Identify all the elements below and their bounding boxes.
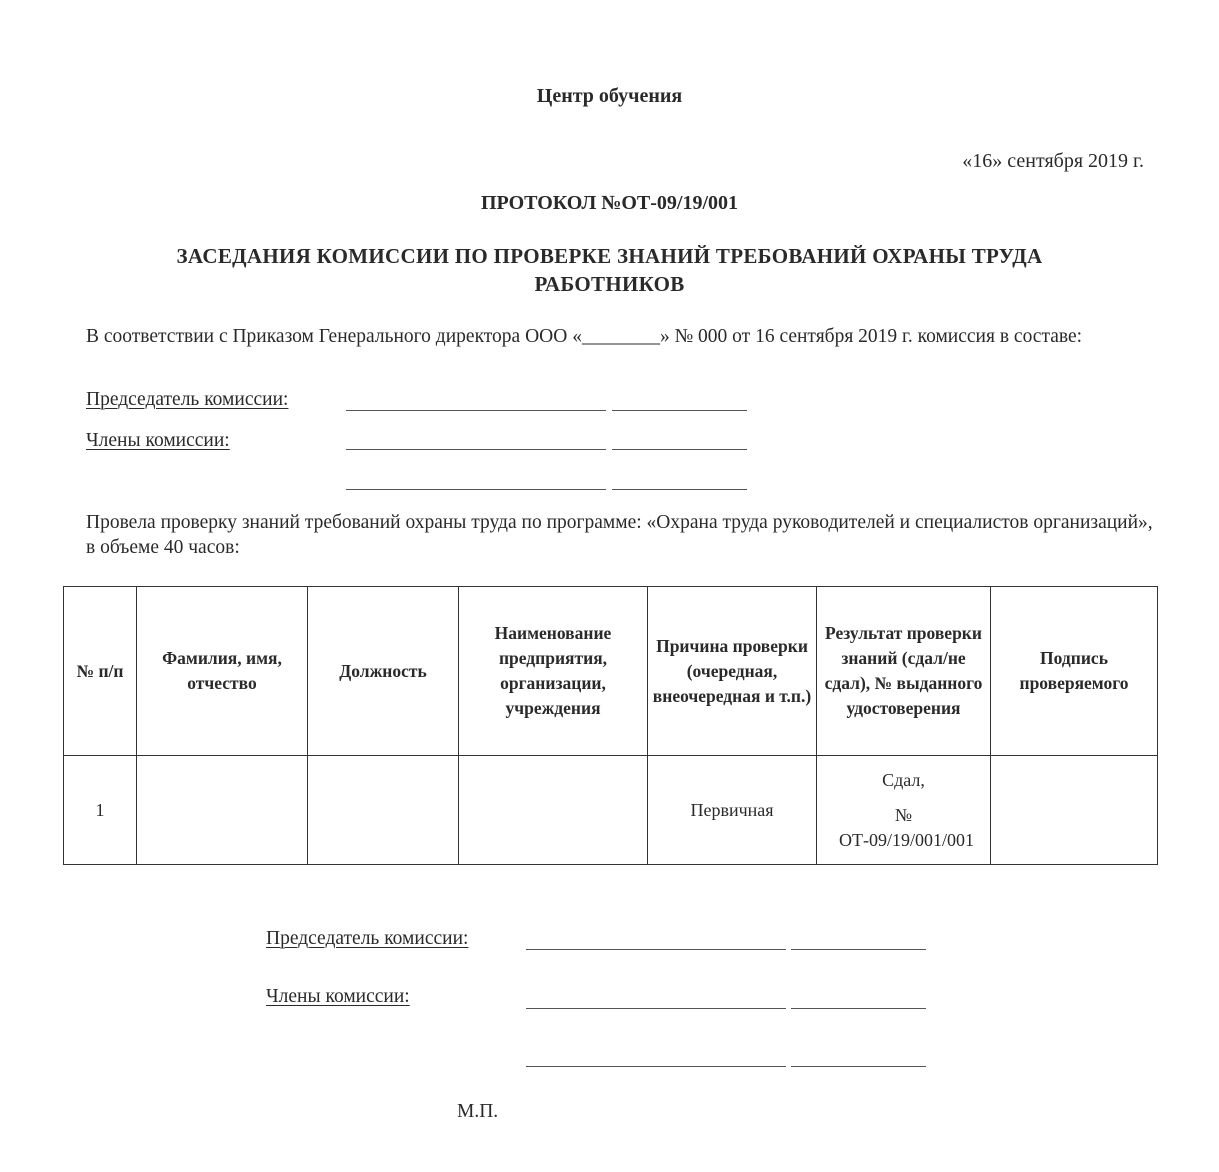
- cell-signature: [991, 756, 1158, 865]
- header-full-name: Фамилия, имя, отчество: [137, 587, 308, 756]
- protocol-number: ПРОТОКОЛ №ОТ-09/19/001: [480, 192, 739, 214]
- program-paragraph: Провела проверку знаний требований охраны труда по программе: «Охрана труда руководителей и специалистов организаций», в объеме 40 часов:: [86, 512, 1153, 558]
- member-2-signature-line-bottom: [526, 1066, 786, 1067]
- member-2-signature-line-top: [346, 489, 606, 490]
- table-header-row: [64, 587, 1158, 756]
- chairman-signature-line-bottom: [526, 949, 786, 950]
- member-2-name-line-top: [612, 489, 747, 490]
- organization-title: Центр обучения: [536, 85, 683, 107]
- cell-number: 1: [64, 756, 137, 865]
- header-number: № п/п: [64, 587, 137, 756]
- cell-result: [817, 756, 991, 865]
- certificate-number: № ОТ-09/19/001/001: [839, 804, 974, 850]
- protocol-date: «16» сентября 2019 г.: [962, 150, 1144, 172]
- meeting-title-line-2: РАБОТНИКОВ: [534, 272, 685, 296]
- member-1-signature-line-top: [346, 449, 606, 450]
- member-2-name-line-bottom: [791, 1066, 926, 1067]
- members-label-bottom: Члены комиссии:: [266, 986, 410, 1007]
- cell-position: [308, 756, 459, 865]
- cell-reason: Первичная: [648, 756, 817, 865]
- cell-full-name: [137, 756, 308, 865]
- table-row: [64, 756, 1158, 865]
- chairman-name-line-top: [612, 410, 747, 411]
- member-1-name-line-bottom: [791, 1008, 926, 1009]
- header-position: Должность: [308, 587, 459, 756]
- chairman-label-top: Председатель комиссии:: [86, 389, 289, 410]
- meeting-title-line-1: ЗАСЕДАНИЯ КОМИССИИ ПО ПРОВЕРКЕ ЗНАНИЙ ТРЕБОВАНИЙ ОХРАНЫ ТРУДА: [176, 244, 1043, 268]
- result-status: Сдал,: [882, 769, 925, 790]
- chairman-name-line-bottom: [791, 949, 926, 950]
- header-signature: Подпись проверяемого: [991, 587, 1158, 756]
- meeting-title: [0, 242, 1219, 298]
- stamp-placeholder: М.П.: [457, 1101, 499, 1122]
- member-1-signature-line-bottom: [526, 1008, 786, 1009]
- header-result: Результат проверки знаний (сдал/не сдал), № выданного удостоверения: [817, 587, 991, 756]
- chairman-signature-line-top: [346, 410, 606, 411]
- header-reason: Причина проверки (очередная, внеочередная и т.п.): [648, 587, 817, 756]
- order-paragraph: В соответствии с Приказом Генерального директора ООО «________» № 000 от 16 сентября 2019 г. комиссия в составе:: [86, 326, 1083, 347]
- chairman-label-bottom: Председатель комиссии:: [266, 928, 469, 949]
- member-1-name-line-top: [612, 449, 747, 450]
- results-table: [63, 586, 1158, 865]
- cell-organization: [459, 756, 648, 865]
- members-label-top: Члены комиссии:: [86, 430, 230, 451]
- header-organization: Наименование предприятия, организации, учреждения: [459, 587, 648, 756]
